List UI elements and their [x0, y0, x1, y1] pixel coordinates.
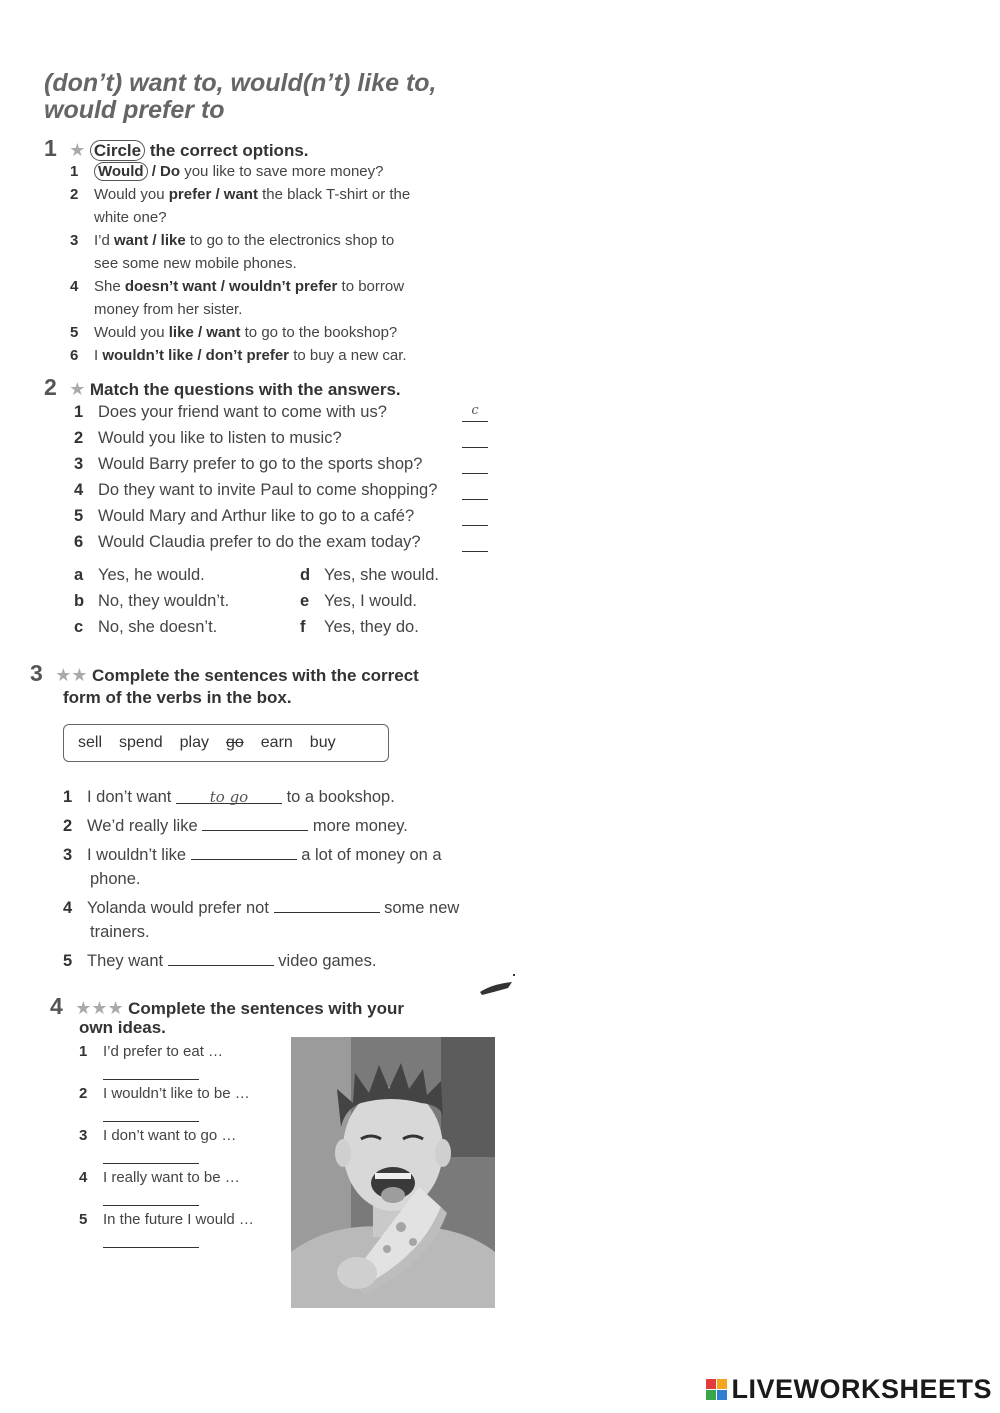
exercise-instruction: Complete the sentences with your: [128, 999, 404, 1018]
exercise-2-header: [44, 374, 401, 401]
word-option: earn: [260, 734, 293, 751]
answer-text: Yes, I would.: [324, 592, 417, 610]
answer-blank[interactable]: [191, 841, 297, 860]
answer-blank[interactable]: [462, 455, 488, 474]
sentence-before: I wouldn’t like: [87, 846, 191, 864]
match-question: [74, 533, 494, 559]
sentence-after: video games.: [273, 952, 377, 970]
item-number: 5: [79, 1211, 88, 1228]
answer-line[interactable]: [103, 1188, 199, 1206]
item-number: 4: [74, 481, 84, 499]
photo-illustration: [291, 1037, 495, 1308]
sentence-item: [63, 841, 523, 891]
exercise-2-questions: [74, 403, 494, 559]
answer-option: [74, 618, 229, 644]
sentence-after: to a bookshop.: [281, 788, 395, 806]
item-text-cont: see some new mobile phones.: [94, 255, 297, 272]
question-item: [70, 323, 490, 343]
idea-text: In the future I would …: [103, 1211, 254, 1228]
item-number: 3: [63, 846, 73, 864]
question-text: Would Claudia prefer to do the exam today?: [98, 533, 421, 551]
logo-icon: [706, 1379, 727, 1400]
exercise-instruction: Circle the correct options.: [90, 140, 309, 161]
item-text: to go to the bookshop?: [240, 324, 398, 341]
answer-option: [300, 566, 439, 592]
answer-blank[interactable]: [274, 894, 380, 913]
exercise-instruction-cont: own ideas.: [79, 1018, 166, 1037]
pen-icon: [478, 972, 518, 998]
item-number: 1: [63, 788, 73, 806]
item-number: 2: [70, 186, 79, 203]
item-number: 4: [70, 278, 79, 295]
item-number: 3: [79, 1127, 88, 1144]
item-text: to borrow: [337, 278, 405, 295]
sentence-item: [63, 785, 523, 809]
logo-square: [717, 1379, 727, 1389]
answer-letter: e: [300, 592, 310, 610]
exercise-number: 2: [44, 374, 57, 400]
match-question: [74, 507, 494, 533]
match-question: [74, 455, 494, 481]
question-text: Would Barry prefer to go to the sports shop?: [98, 455, 423, 473]
item-number: 5: [63, 952, 73, 970]
page-title: (don’t) want to, would(n’t) like to, would prefer to: [44, 69, 437, 124]
exercise-1-items: [70, 162, 490, 369]
sentence-cont: phone.: [90, 870, 141, 888]
answer-text: No, she doesn’t.: [98, 618, 218, 636]
logo-square: [706, 1379, 716, 1389]
item-number: 3: [70, 232, 79, 249]
word-option: spend: [119, 734, 163, 751]
item-text: to buy a new car.: [289, 347, 407, 364]
item-text: to go to the electronics shop to: [185, 232, 395, 249]
answer-option: [74, 566, 229, 592]
sentence-before: I don’t want: [87, 788, 176, 806]
sentence-item: [63, 947, 523, 973]
item-text: Would you: [94, 186, 169, 203]
item-number: 1: [74, 403, 84, 421]
star-icon: ★★★: [75, 998, 124, 1018]
sentence-after: more money.: [308, 817, 408, 835]
word-option: sell: [78, 734, 103, 751]
exercise-4-items: [79, 1042, 289, 1252]
idea-text: I don’t want to go …: [103, 1127, 237, 1144]
answer-option: [74, 592, 229, 618]
question-item: [70, 346, 490, 366]
item-number: 5: [70, 324, 79, 341]
idea-item: [79, 1210, 289, 1248]
liveworksheets-logo: LIVEWORKSHEETS: [706, 1374, 992, 1405]
answer-blank[interactable]: [462, 481, 488, 500]
answer-option: [300, 618, 439, 644]
word-option: buy: [309, 734, 336, 751]
exercise-number: 4: [50, 993, 63, 1019]
item-text-cont: white one?: [94, 209, 167, 226]
exercise-2-answers-left: [74, 566, 229, 644]
exercise-instruction-cont: form of the verbs in the box.: [63, 688, 292, 707]
item-text: Would: [94, 162, 148, 181]
question-text: Do they want to invite Paul to come shopping?: [98, 481, 438, 499]
item-text: the black T-shirt or the: [257, 186, 411, 203]
item-number: 6: [70, 347, 79, 364]
idea-text: I wouldn’t like to be …: [103, 1085, 250, 1102]
question-text: Would you like to listen to music?: [98, 429, 342, 447]
answer-line[interactable]: [103, 1104, 199, 1122]
answer-text: No, they wouldn’t.: [98, 592, 230, 610]
exercise-3-items: [63, 785, 523, 976]
item-text: She: [94, 278, 125, 295]
item-text: want / like: [114, 232, 186, 249]
item-number: 4: [79, 1169, 88, 1186]
answer-letter: c: [74, 618, 84, 636]
item-number: 1: [79, 1043, 88, 1060]
item-text: I’d: [94, 232, 115, 249]
answer-letter: d: [300, 566, 311, 584]
item-text: I: [94, 347, 103, 364]
item-text: you like to save more money?: [180, 163, 384, 180]
star-icon: ★★: [55, 665, 88, 685]
star-icon: ★: [69, 379, 86, 399]
answer-line[interactable]: [103, 1230, 199, 1248]
boy-eating-pizza-photo: [291, 1037, 495, 1308]
question-text: Does your friend want to come with us?: [98, 403, 387, 421]
item-number: 2: [63, 817, 73, 835]
idea-item: [79, 1168, 289, 1206]
idea-text: I really want to be …: [103, 1169, 240, 1186]
question-item: [70, 231, 490, 251]
item-number: 2: [79, 1085, 88, 1102]
item-number: 6: [74, 533, 84, 551]
question-item: [70, 277, 490, 297]
exercise-3-header: [30, 660, 419, 687]
exercise-1-header: [44, 135, 309, 162]
answer-line[interactable]: [103, 1146, 199, 1164]
sentence-cont: trainers.: [90, 923, 150, 941]
item-text: wouldn’t like / don’t prefer: [102, 347, 290, 364]
idea-item: [79, 1084, 289, 1122]
item-number: 3: [74, 455, 84, 473]
match-question: [74, 403, 494, 429]
answer-line[interactable]: [103, 1062, 199, 1080]
logo-square: [717, 1390, 727, 1400]
item-text: / Do: [147, 163, 181, 180]
answer-letter: b: [74, 592, 85, 610]
item-number: 2: [74, 429, 84, 447]
item-text: like / want: [168, 324, 241, 341]
logo-square: [706, 1390, 716, 1400]
answer-text: Yes, they do.: [324, 618, 419, 636]
item-text: Would you: [94, 324, 169, 341]
answer-text: Yes, she would.: [324, 566, 439, 584]
sentence-after: a lot of money on a: [296, 846, 442, 864]
match-question: [74, 429, 494, 455]
item-number: 1: [70, 163, 79, 180]
question-item: [70, 162, 490, 182]
match-question: [74, 481, 494, 507]
sentence-before: We’d really like: [87, 817, 203, 835]
question-item: [70, 185, 490, 205]
exercise-4-header: [50, 993, 404, 1020]
sentence-item: [63, 894, 523, 944]
exercise-instruction: Complete the sentences with the correct: [91, 666, 419, 685]
idea-text: I’d prefer to eat …: [103, 1043, 224, 1060]
exercise-2-answers-right: [300, 566, 439, 644]
idea-item: [79, 1126, 289, 1164]
answer-blank[interactable]: [462, 533, 488, 552]
answer-option: [300, 592, 439, 618]
item-text: prefer / want: [168, 186, 258, 203]
item-text-cont: money from her sister.: [94, 301, 243, 318]
answer-blank[interactable]: [462, 507, 488, 526]
word-option: play: [179, 734, 209, 751]
sentence-before: Yolanda would prefer not: [87, 899, 274, 917]
answer-blank[interactable]: [168, 947, 274, 966]
sentence-after: some new: [379, 899, 460, 917]
answer-text: Yes, he would.: [98, 566, 205, 584]
exercise-instruction: Match the questions with the answers.: [89, 380, 401, 399]
item-number: 5: [74, 507, 84, 525]
sentence-before: They want: [87, 952, 168, 970]
sentence-item: [63, 812, 523, 838]
answer-blank[interactable]: to go: [176, 785, 282, 804]
exercise-number: 3: [30, 660, 43, 686]
question-text: Would Mary and Arthur like to go to a café?: [98, 507, 415, 525]
exercise-number: 1: [44, 135, 57, 161]
answer-blank[interactable]: [202, 812, 308, 831]
answer-blank[interactable]: [462, 429, 488, 448]
idea-item: [79, 1042, 289, 1080]
item-text: doesn’t want / wouldn’t prefer: [124, 278, 338, 295]
star-icon: ★: [69, 140, 86, 160]
word-box: [63, 724, 389, 762]
answer-letter: a: [74, 566, 84, 584]
answer-blank[interactable]: c: [462, 403, 488, 422]
answer-letter: f: [300, 618, 306, 636]
word-option: go: [225, 734, 244, 751]
item-number: 4: [63, 899, 73, 917]
